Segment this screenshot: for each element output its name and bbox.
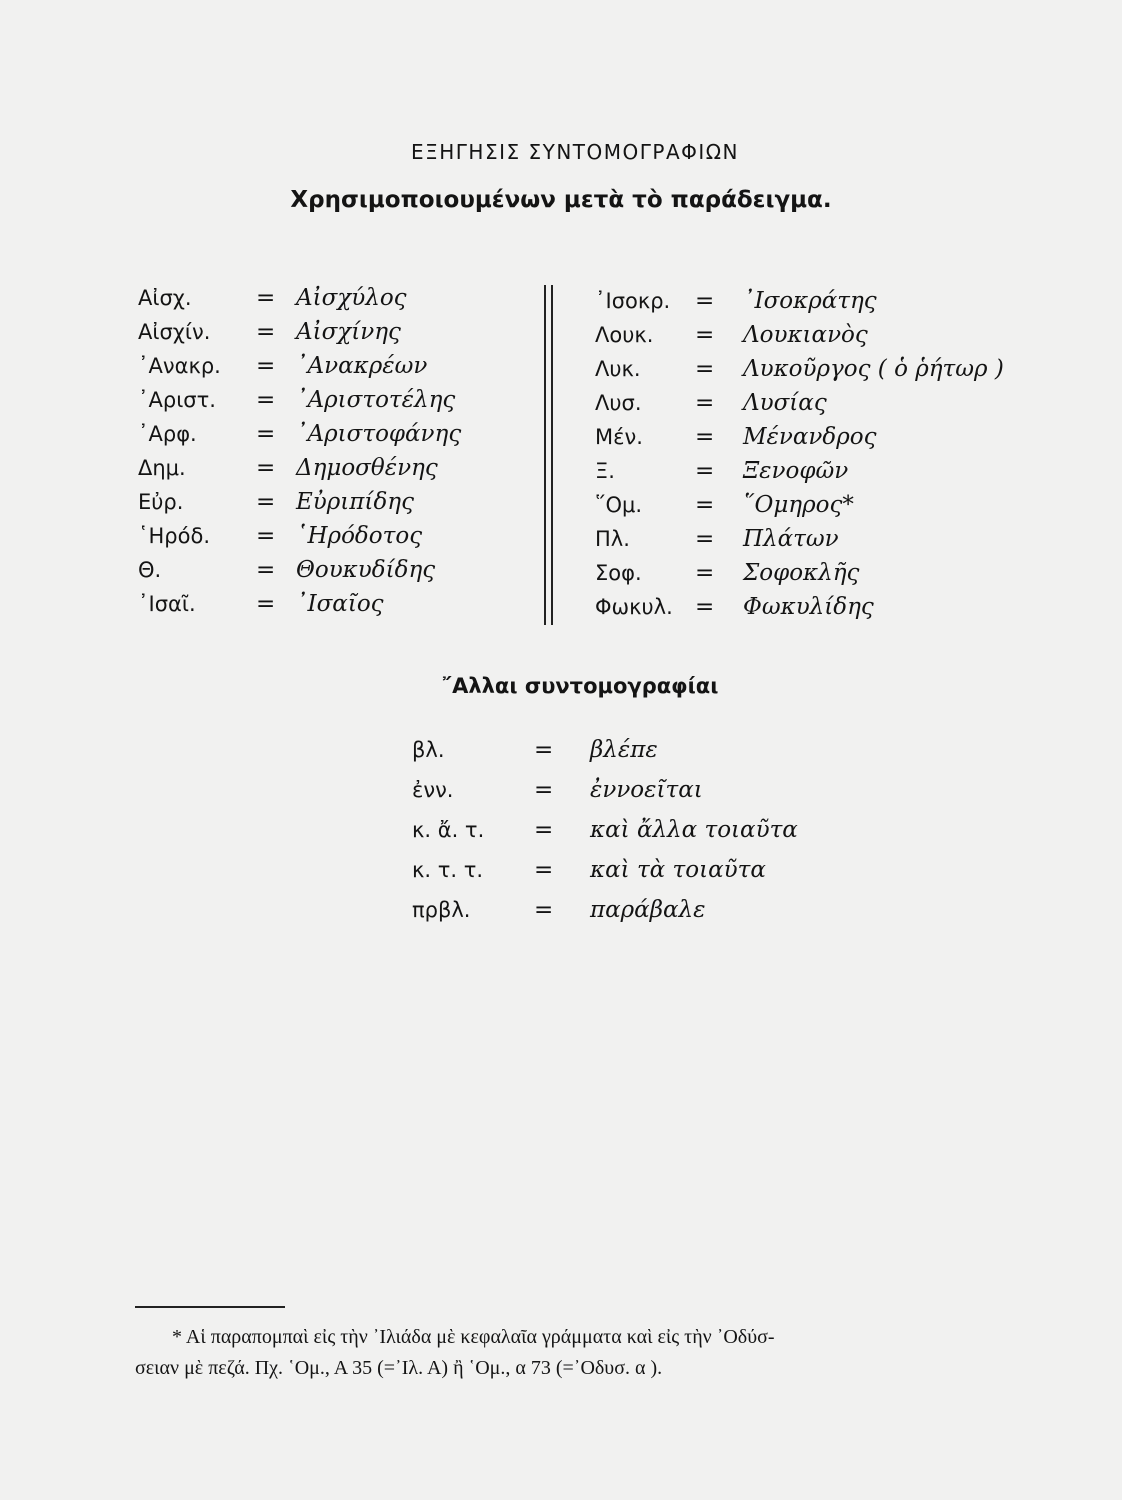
abbreviation: κ. τ. τ. <box>412 858 484 882</box>
expansion: Φωκυλίδης <box>743 594 874 620</box>
abbreviation-row <box>412 850 798 890</box>
equals-sign: = <box>695 424 715 450</box>
abbreviation: Μέν. <box>595 425 643 449</box>
abbreviation-row <box>138 349 461 383</box>
equals-sign: = <box>695 390 715 416</box>
equals-sign: = <box>256 387 276 413</box>
abbreviation-row <box>138 383 461 417</box>
abbreviation: Θ. <box>138 558 162 582</box>
expansion: καὶ τὰ τοιαῦτα <box>590 857 766 883</box>
abbreviation: Σοφ. <box>595 561 642 585</box>
abbreviation-row <box>138 281 461 315</box>
abbreviation: Δημ. <box>138 456 186 480</box>
abbreviation: ἐνν. <box>412 778 454 802</box>
abbreviation-row <box>595 522 1004 556</box>
abbreviation: Λυκ. <box>595 357 641 381</box>
expansion: ἐννοεῖται <box>590 777 703 803</box>
equals-sign: = <box>534 857 554 883</box>
abbreviation-row <box>138 553 461 587</box>
expansion: ᾿Αριστοτέλης <box>296 387 456 413</box>
abbreviation-row <box>138 451 461 485</box>
abbreviation: ῞Ομ. <box>595 493 643 517</box>
equals-sign: = <box>695 356 715 382</box>
abbreviation-row <box>412 890 798 930</box>
column-divider <box>544 285 546 625</box>
equals-sign: = <box>695 288 715 314</box>
page-subtitle: Χρησιμοποιουμένων μετὰ τὸ παράδειγμα. <box>290 187 832 213</box>
abbreviation: ᾿Αριστ. <box>138 388 216 412</box>
abbreviation: Λυσ. <box>595 391 642 415</box>
abbreviation-row <box>595 318 1004 352</box>
abbreviation-row <box>138 587 461 621</box>
equals-sign: = <box>256 353 276 379</box>
abbreviation: Αἰσχίν. <box>138 320 211 344</box>
expansion: Λυκοῦργος ( ὁ ῥήτωρ ) <box>743 356 1004 382</box>
abbreviation-row <box>138 315 461 349</box>
abbreviation-row <box>595 454 1004 488</box>
expansion: ᾿Αριστοφάνης <box>296 421 462 447</box>
expansion: Αἰσχύλος <box>296 285 407 311</box>
expansion: ᾿Ισαῖος <box>296 591 384 617</box>
footnote-line: * Αἱ παραπομπαὶ εἰς τὴν ᾿Ιλιάδα μὲ κεφαλαῖα γράμματα καὶ εἰς τὴν ᾿Οδύσ- <box>172 1326 775 1348</box>
page-title: ΕΞΗΓΗΣΙΣ ΣΥΝΤΟΜΟΓΡΑΦΙΩΝ <box>410 140 740 164</box>
expansion: ῾Ηρόδοτος <box>296 523 423 549</box>
expansion: Θουκυδίδης <box>296 557 436 583</box>
section-heading-other-abbreviations: ῎Αλλαι συντομογραφίαι <box>441 674 719 698</box>
abbreviation: Φωκυλ. <box>595 595 673 619</box>
abbreviation: Ξ. <box>595 459 615 483</box>
expansion: Εὐριπίδης <box>296 489 414 515</box>
equals-sign: = <box>256 421 276 447</box>
abbreviation: ᾿Ισοκρ. <box>595 289 671 313</box>
abbreviation-table-right <box>595 284 1004 624</box>
expansion: Ξενοφῶν <box>743 458 849 484</box>
abbreviation-row <box>138 519 461 553</box>
abbreviation-row <box>595 488 1004 522</box>
abbreviation: ᾿Αρφ. <box>138 422 197 446</box>
equals-sign: = <box>534 777 554 803</box>
equals-sign: = <box>534 897 554 923</box>
equals-sign: = <box>695 492 715 518</box>
abbreviation: Πλ. <box>595 527 630 551</box>
abbreviation-row <box>595 590 1004 624</box>
expansion: Λυσίας <box>743 390 827 416</box>
abbreviation: βλ. <box>412 738 445 762</box>
abbreviation-row <box>138 485 461 519</box>
abbreviation: Αἰσχ. <box>138 286 192 310</box>
expansion: Πλάτων <box>743 526 839 552</box>
expansion: παράβαλε <box>590 897 706 923</box>
abbreviation-row <box>595 284 1004 318</box>
abbreviation-row <box>412 730 798 770</box>
abbreviation-table-left <box>138 281 461 621</box>
expansion: καὶ ἄλλα τοιαῦτα <box>590 817 798 843</box>
equals-sign: = <box>256 455 276 481</box>
footnote-line: σειαν μὲ πεζά. Πχ. ῾Ομ., Α 35 (=᾿Ιλ. Α) ἢ ῾Ομ., α 73 (=᾿Οδυσ. α ). <box>135 1357 663 1379</box>
expansion: βλέπε <box>590 737 658 763</box>
equals-sign: = <box>256 523 276 549</box>
equals-sign: = <box>695 526 715 552</box>
abbreviation: κ. ἄ. τ. <box>412 818 485 842</box>
abbreviation: ᾿Ισαῖ. <box>138 592 196 616</box>
expansion: Μένανδρος <box>743 424 877 450</box>
column-divider <box>551 285 553 625</box>
equals-sign: = <box>695 322 715 348</box>
equals-sign: = <box>256 285 276 311</box>
abbreviation: ῾Ηρόδ. <box>138 524 210 548</box>
abbreviation-row <box>595 420 1004 454</box>
abbreviation: πρβλ. <box>412 898 471 922</box>
equals-sign: = <box>256 319 276 345</box>
abbreviation: ᾿Ανακρ. <box>138 354 221 378</box>
abbreviation-row <box>412 770 798 810</box>
abbreviation-row <box>595 556 1004 590</box>
equals-sign: = <box>695 458 715 484</box>
abbreviation: Εὐρ. <box>138 490 184 514</box>
abbreviation: Λουκ. <box>595 323 654 347</box>
equals-sign: = <box>695 594 715 620</box>
expansion: Αἰσχίνης <box>296 319 401 345</box>
abbreviation-row <box>138 417 461 451</box>
equals-sign: = <box>256 489 276 515</box>
expansion: ᾿Ανακρέων <box>296 353 428 379</box>
equals-sign: = <box>256 557 276 583</box>
expansion: Δημοσθένης <box>296 455 438 481</box>
equals-sign: = <box>534 817 554 843</box>
equals-sign: = <box>256 591 276 617</box>
expansion: Λουκιανὸς <box>743 322 868 348</box>
expansion: Σοφοκλῆς <box>743 560 860 586</box>
abbreviation-row <box>412 810 798 850</box>
abbreviation-row <box>595 352 1004 386</box>
abbreviation-row <box>595 386 1004 420</box>
expansion: ῞Ομηρος* <box>743 492 854 518</box>
equals-sign: = <box>695 560 715 586</box>
other-abbreviations-table <box>412 730 798 930</box>
equals-sign: = <box>534 737 554 763</box>
expansion: ᾿Ισοκράτης <box>743 288 877 314</box>
footnote-rule <box>135 1306 285 1308</box>
